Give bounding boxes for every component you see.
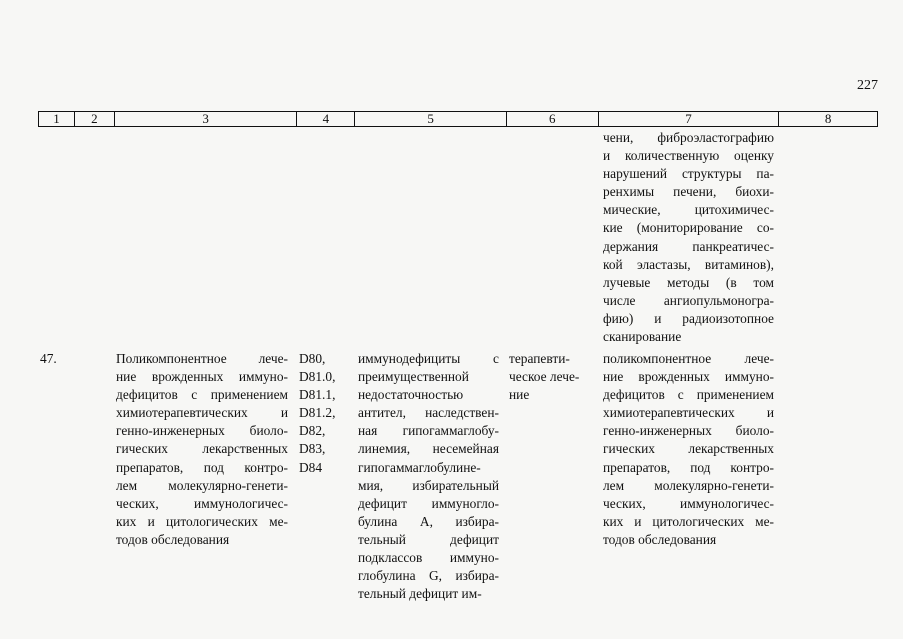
text-line: булина А, избира-	[358, 513, 499, 529]
text-line: иммунодефициты с	[358, 351, 499, 366]
header-cell-6: 6	[507, 112, 599, 126]
text-line: кие (мониторирование со-	[603, 220, 774, 236]
text-line: D81.2,	[299, 405, 336, 421]
text-line: лучевые методы (в том	[603, 274, 774, 290]
text-line: ких и цитологических ме-	[116, 513, 288, 529]
text-line: держания панкреатичес-	[603, 238, 774, 254]
text-line: антител, наследствен-	[358, 405, 499, 421]
text-line: гических лекарственных	[603, 441, 774, 457]
row-col5-text	[358, 350, 499, 603]
text-line: D83,	[299, 441, 326, 457]
continuation-col7	[603, 129, 774, 346]
text-line: мия, избирательный	[358, 477, 499, 493]
text-line: кой эластазы, витаминов),	[603, 256, 774, 272]
row-col7-text	[603, 350, 774, 549]
text-line: чени, фиброэластографию	[603, 130, 774, 145]
text-line: дефицитов с применением	[603, 387, 774, 403]
text-line: тельный дефицит	[358, 531, 499, 547]
header-cell-4: 4	[297, 112, 355, 126]
text-line: D82,	[299, 423, 326, 439]
text-line: Поликомпонентное лече-	[116, 351, 288, 366]
text-line: тодов обследования	[603, 531, 717, 547]
text-line: ческих, иммунологичес-	[116, 495, 288, 511]
row-col6-text	[509, 350, 595, 404]
text-line: тельный дефицит им-	[358, 586, 482, 602]
page-number: 227	[857, 78, 878, 93]
text-line: нарушений структуры па-	[603, 166, 774, 182]
table-header-row	[38, 111, 878, 127]
text-line: фию) и радиоизотопное	[603, 310, 774, 326]
text-line: D81.1,	[299, 387, 336, 403]
text-line: дефицит иммуногло-	[358, 495, 499, 511]
row-col3-text	[116, 350, 288, 549]
text-line: химиотерапевтических и	[603, 405, 774, 421]
text-line: ких и цитологических ме-	[603, 513, 774, 529]
header-cell-5: 5	[355, 112, 507, 126]
header-cell-1: 1	[39, 112, 75, 126]
text-line: гипогаммаглобулине-	[358, 459, 481, 475]
text-line: глобулина G, избира-	[358, 568, 499, 584]
row-col4-codes	[299, 350, 347, 477]
text-line: генно-инженерных биоло-	[116, 423, 288, 439]
text-line: терапевти-	[509, 351, 570, 366]
header-cell-8: 8	[824, 111, 832, 126]
text-line: лем молекулярно-генети-	[603, 477, 774, 493]
text-line: линемия, несемейная	[358, 441, 499, 457]
text-line: ческих, иммунологичес-	[603, 495, 774, 511]
text-line: D84	[299, 459, 323, 475]
text-line: преимущественной	[358, 369, 469, 385]
text-line: химиотерапевтических и	[116, 405, 288, 421]
header-cell-2: 2	[75, 112, 115, 126]
text-line: ренхимы печени, биохи-	[603, 184, 774, 200]
text-line: D80,	[299, 351, 326, 366]
text-line: поликомпонентное лече-	[603, 351, 774, 366]
text-line: и количественную оценку	[603, 148, 774, 164]
text-line: подклассов иммуно-	[358, 550, 499, 566]
text-line: числе ангиопульмоногра-	[603, 292, 774, 308]
header-cell-3: 3	[115, 112, 298, 126]
text-line: D81.0,	[299, 369, 336, 385]
header-cell-7: 7	[599, 112, 780, 126]
text-line: гических лекарственных	[116, 441, 288, 457]
text-line: сканирование	[603, 329, 682, 345]
text-line: ние врожденных иммуно-	[116, 369, 288, 385]
row-number: 47.	[40, 351, 57, 366]
text-line: ная гипогаммаглобу-	[358, 423, 499, 439]
text-line: мические, цитохимичес-	[603, 202, 774, 218]
text-line: ние	[509, 387, 530, 403]
text-line: препаратов, под контро-	[116, 459, 288, 475]
text-line: дефицитов с применением	[116, 387, 288, 403]
text-line: лем молекулярно-генети-	[116, 477, 288, 493]
text-line: ческое лече-	[509, 369, 580, 385]
text-line: недостаточностью	[358, 387, 464, 403]
text-line: тодов обследования	[116, 531, 230, 547]
text-line: генно-инженерных биоло-	[603, 423, 774, 439]
text-line: препаратов, под контро-	[603, 459, 774, 475]
text-line: ние врожденных иммуно-	[603, 369, 774, 385]
